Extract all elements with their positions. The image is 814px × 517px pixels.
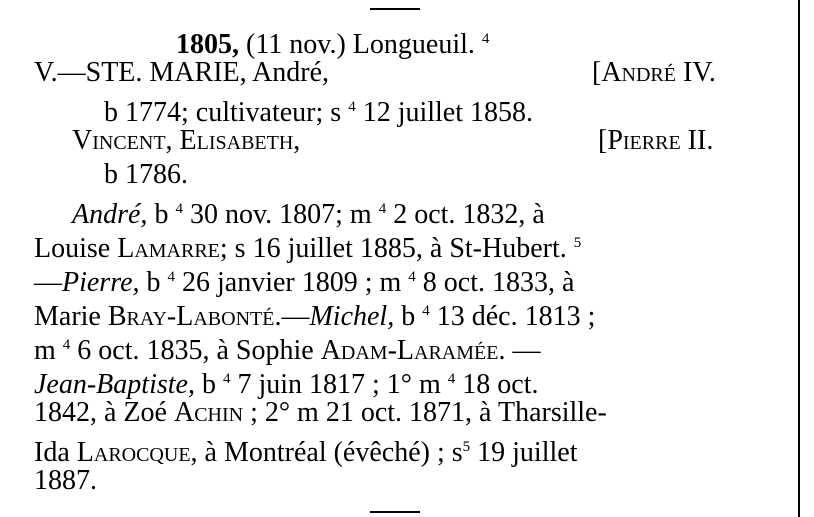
text-b: b xyxy=(401,301,416,332)
wife-father: [Pierre II. xyxy=(598,125,714,156)
text-b: b xyxy=(146,267,161,298)
text: Marie xyxy=(34,301,101,332)
text: ; 2° m 21 oct. 1871, à Tharsille- xyxy=(250,397,607,428)
text-b: b xyxy=(154,199,169,230)
entry-year: 1805, xyxy=(176,29,239,60)
entry-place: Longueuil. xyxy=(352,29,475,60)
husband-line xyxy=(34,56,329,90)
ref: 4 xyxy=(447,371,456,387)
wife-name: Vincent, Elisabeth, xyxy=(72,125,301,156)
text: 26 janvier 1809 ; m xyxy=(182,267,402,298)
text: Ida xyxy=(34,437,70,468)
child-line-9: 1887. xyxy=(34,465,97,496)
text: ; s 16 juillet 1885, à St-Hubert. xyxy=(219,233,567,264)
text: 2 oct. 1832, à xyxy=(393,199,545,230)
text: Louise xyxy=(34,233,111,264)
surname: Larocque xyxy=(76,437,191,468)
text: 6 oct. 1835, à Sophie xyxy=(77,335,314,366)
text: 30 nov. 1807; m xyxy=(189,199,372,230)
text-b: b xyxy=(201,369,216,400)
ref: 4 xyxy=(378,201,387,217)
text: 7 juin 1817 ; 1° m xyxy=(237,369,441,400)
surname: Lamarre xyxy=(117,233,220,264)
right-border-line xyxy=(798,0,800,517)
husband-details-tail: 12 juillet 1858. xyxy=(362,97,534,128)
top-rule xyxy=(370,8,420,10)
ref: 4 xyxy=(62,337,71,353)
husband-prefix: V.— xyxy=(34,57,86,88)
ref: 5 xyxy=(573,235,582,251)
child-michel: Michel, xyxy=(309,301,395,332)
entry-place-ref: 4 xyxy=(481,31,490,47)
text: 8 oct. 1833, à xyxy=(422,267,575,298)
text: 18 oct. xyxy=(462,369,539,400)
entry-date: (11 nov.) xyxy=(246,29,346,60)
ref: 4 xyxy=(167,269,175,285)
husband-father: [André IV. xyxy=(592,57,716,88)
surname: Adam-Laramée. xyxy=(320,335,506,366)
bottom-rule xyxy=(370,511,420,513)
ref: 4 xyxy=(175,201,183,217)
ref: 4 xyxy=(422,303,430,319)
child-pierre: Pierre, xyxy=(62,267,140,298)
surname: Achin xyxy=(173,397,244,428)
dash: — xyxy=(34,267,62,298)
text: 13 déc. 1813 ; xyxy=(436,301,596,332)
ref: 4 xyxy=(222,371,231,387)
child-andre: André, xyxy=(72,199,148,230)
wife-details: b 1786. xyxy=(104,159,188,190)
text: m xyxy=(34,335,56,366)
ref: 5 xyxy=(462,439,471,455)
child-line-8 xyxy=(34,430,577,470)
husband-details-ref: 4 xyxy=(348,99,356,115)
husband-details-text: b 1774; cultivateur; s xyxy=(104,97,342,128)
text: , à Montréal (évêché) ; s xyxy=(190,437,463,468)
text: 19 juillet xyxy=(477,437,578,468)
child-jean-baptiste: Jean-Baptiste, xyxy=(34,369,195,400)
dash: — xyxy=(505,335,541,366)
dash: — xyxy=(281,301,310,332)
ref: 4 xyxy=(408,269,416,285)
husband-name: STE. MARIE, André, xyxy=(85,57,330,88)
surname: Bray-Labonté. xyxy=(107,301,282,332)
text: 1842, à Zoé xyxy=(34,397,167,428)
child-line-7 xyxy=(34,396,607,430)
